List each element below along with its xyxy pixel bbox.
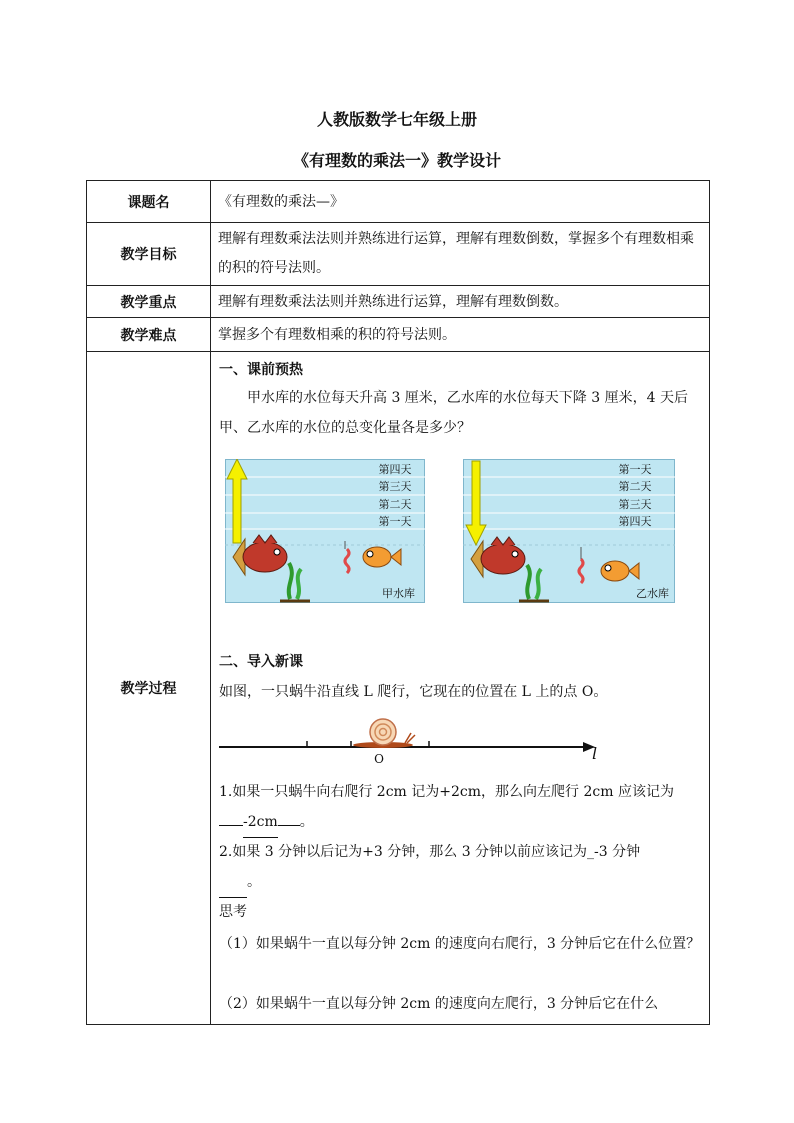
process-cell [211,352,710,1025]
value-difficulty: 掌握多个有理数相乘的积的符号法则。 [211,318,710,352]
reservoir-a-day-label: 第三天 [378,480,412,493]
reservoir-b-caption: 乙水库 [636,587,669,600]
snail-icon [353,719,415,748]
line-label: l [592,744,598,763]
row-process [87,352,710,1025]
reservoir-b-day-label: 第三天 [618,498,652,511]
think-label: 思考 [219,904,247,920]
question-2: 2.如果 3 分钟以后记为+3 分钟，那么 3 分钟以前应该记为_-3 分钟 。 [219,837,702,898]
lesson-table [86,180,710,1025]
label-process: 教学过程 [87,352,211,1025]
reservoir-b-figure [463,459,675,603]
section1-title: 一、课前预热 [219,362,303,378]
reservoir-b-day-label: 第二天 [618,480,652,493]
think-question-1: （1）如果蜗牛一直以每分钟 2cm 的速度向右爬行，3 分钟后它在什么位置？ [219,936,701,952]
value-topic: 《有理数的乘法—》 [211,181,710,223]
reservoir-a-day-label: 第一天 [378,515,412,528]
label-difficulty: 教学难点 [87,318,211,352]
reservoir-a-caption: 甲水库 [382,587,415,600]
answer-blank-1: -2cm [243,807,278,838]
origin-label: O [374,752,384,765]
reservoir-b-day-label: 第一天 [618,463,652,476]
doc-title: 人教版数学七年级上册 [316,110,477,129]
question-1: 1.如果一只蜗牛向右爬行 2cm 记为+2cm，那么向左爬行 2cm 应该记为 -2cm 。 [219,777,702,838]
reservoir-a-day-label: 第四天 [378,463,412,476]
row-topic [87,181,710,223]
answer-blank-2 [219,867,247,898]
reservoir-a-day-label: 第二天 [378,498,412,511]
label-topic: 课题名 [87,181,211,223]
section2-title: 二、导入新课 [219,654,303,670]
row-difficulty [87,318,710,352]
label-key: 教学重点 [87,286,211,318]
value-goal: 理解有理数乘法法则并熟练进行运算，理解有理数倒数，掌握多个有理数相乘的积的符号法则。 [211,223,710,286]
row-key [87,286,710,318]
doc-subtitle: 《有理数的乘法一》教学设计 [292,151,501,170]
reservoir-a-figure [225,459,425,603]
section2-text: 如图，一只蜗牛沿直线 L 爬行，它现在的位置在 L 上的点 O。 [219,684,608,700]
value-key: 理解有理数乘法法则并熟练进行运算，理解有理数倒数。 [211,286,710,318]
section1-text: 甲水库的水位每天升高 3 厘米，乙水库的水位每天下降 3 厘米，4 天后甲、乙水库的水位的总变化量各是多少？ [219,390,688,436]
label-goal: 教学目标 [87,223,211,286]
reservoir-b-day-label: 第四天 [618,515,652,528]
row-goal [87,223,710,286]
number-line-figure [219,717,603,765]
think-question-2: （2）如果蜗牛一直以每分钟 2cm 的速度向左爬行，3 分钟后它在什么 [219,996,659,1012]
